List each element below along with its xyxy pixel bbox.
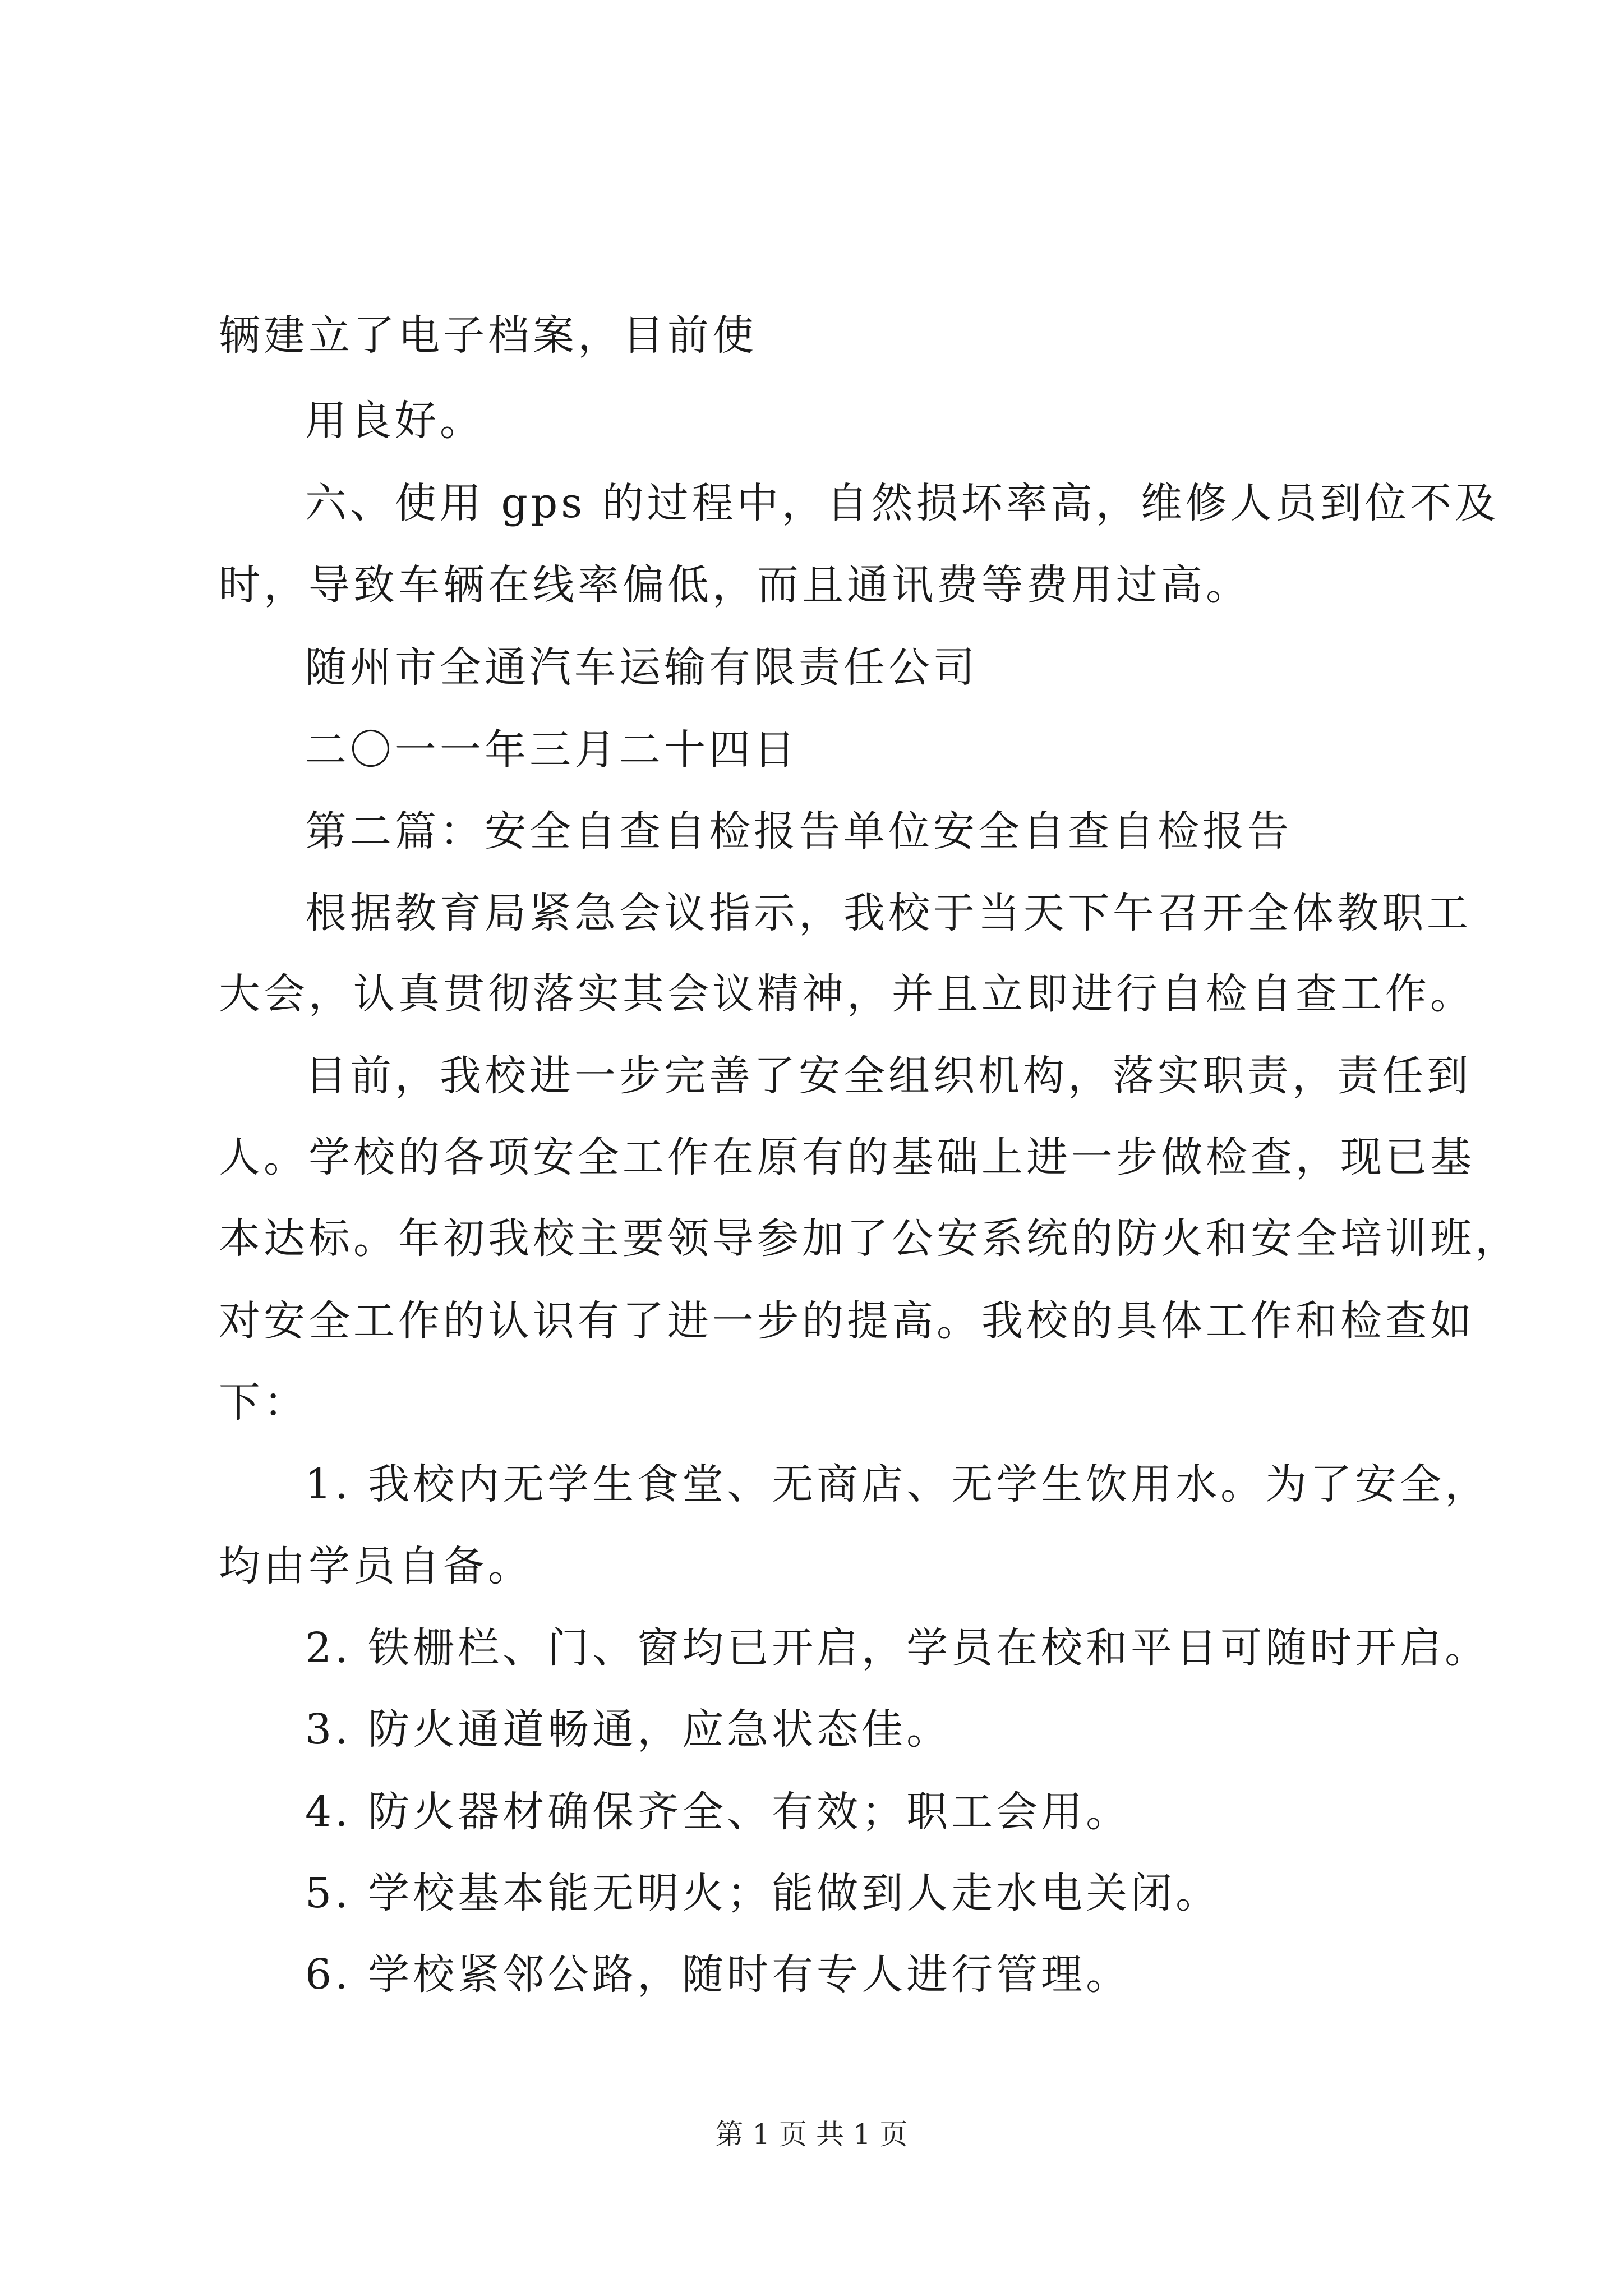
text-line-8: 根据教育局紧急会议指示，我校于当天下午召开全体教职工 [305, 889, 1472, 937]
text-line-3: 六、使用 gps 的过程中，自然损坏率高，维修人员到位不及 [305, 479, 1500, 527]
list-item-2: 2. 铁栅栏、门、窗均已开启，学员在校和平日可随时开启。 [305, 1624, 1490, 1672]
list-item-5: 5. 学校基本能无明火；能做到人走水电关闭。 [305, 1869, 1221, 1917]
text-line-1: 辆建立了电子档案，目前使 [219, 311, 757, 360]
text-line-4: 时，导致车辆在线率偏低，而且通讯费等费用过高。 [219, 561, 1251, 609]
date-line: 二〇一一年三月二十四日 [305, 726, 799, 774]
text-line-13: 对安全工作的认识有了进一步的提高。我校的具体工作和检查如 [219, 1297, 1475, 1345]
company-name: 随州市全通汽车运输有限责任公司 [305, 643, 978, 692]
text-line-2: 用良好。 [305, 397, 485, 445]
list-item-6: 6. 学校紧邻公路，随时有专人进行管理。 [305, 1950, 1131, 1999]
list-item-4: 4. 防火器材确保齐全、有效；职工会用。 [305, 1788, 1131, 1836]
list-item-1-cont: 均由学员自备。 [219, 1542, 533, 1590]
page-footer: 第 1 页 共 1 页 [715, 2118, 908, 2151]
text-line-9: 大会，认真贯彻落实其会议精神，并且立即进行自检自查工作。 [219, 970, 1475, 1018]
text-line-14: 下： [219, 1378, 308, 1427]
text-line-10: 目前，我校进一步完善了安全组织机构，落实职责，责任到 [305, 1052, 1472, 1100]
text-line-11: 人。学校的各项安全工作在原有的基础上进一步做检查，现已基 [219, 1133, 1475, 1181]
list-item-1: 1. 我校内无学生食堂、无商店、无学生饮用水。为了安全， [305, 1460, 1490, 1508]
section-heading: 第二篇：安全自查自检报告单位安全自查自检报告 [305, 807, 1292, 855]
list-item-3: 3. 防火通道畅通，应急状态佳。 [305, 1705, 952, 1754]
text-line-12: 本达标。年初我校主要领导参加了公安系统的防火和安全培训班， [219, 1214, 1520, 1263]
